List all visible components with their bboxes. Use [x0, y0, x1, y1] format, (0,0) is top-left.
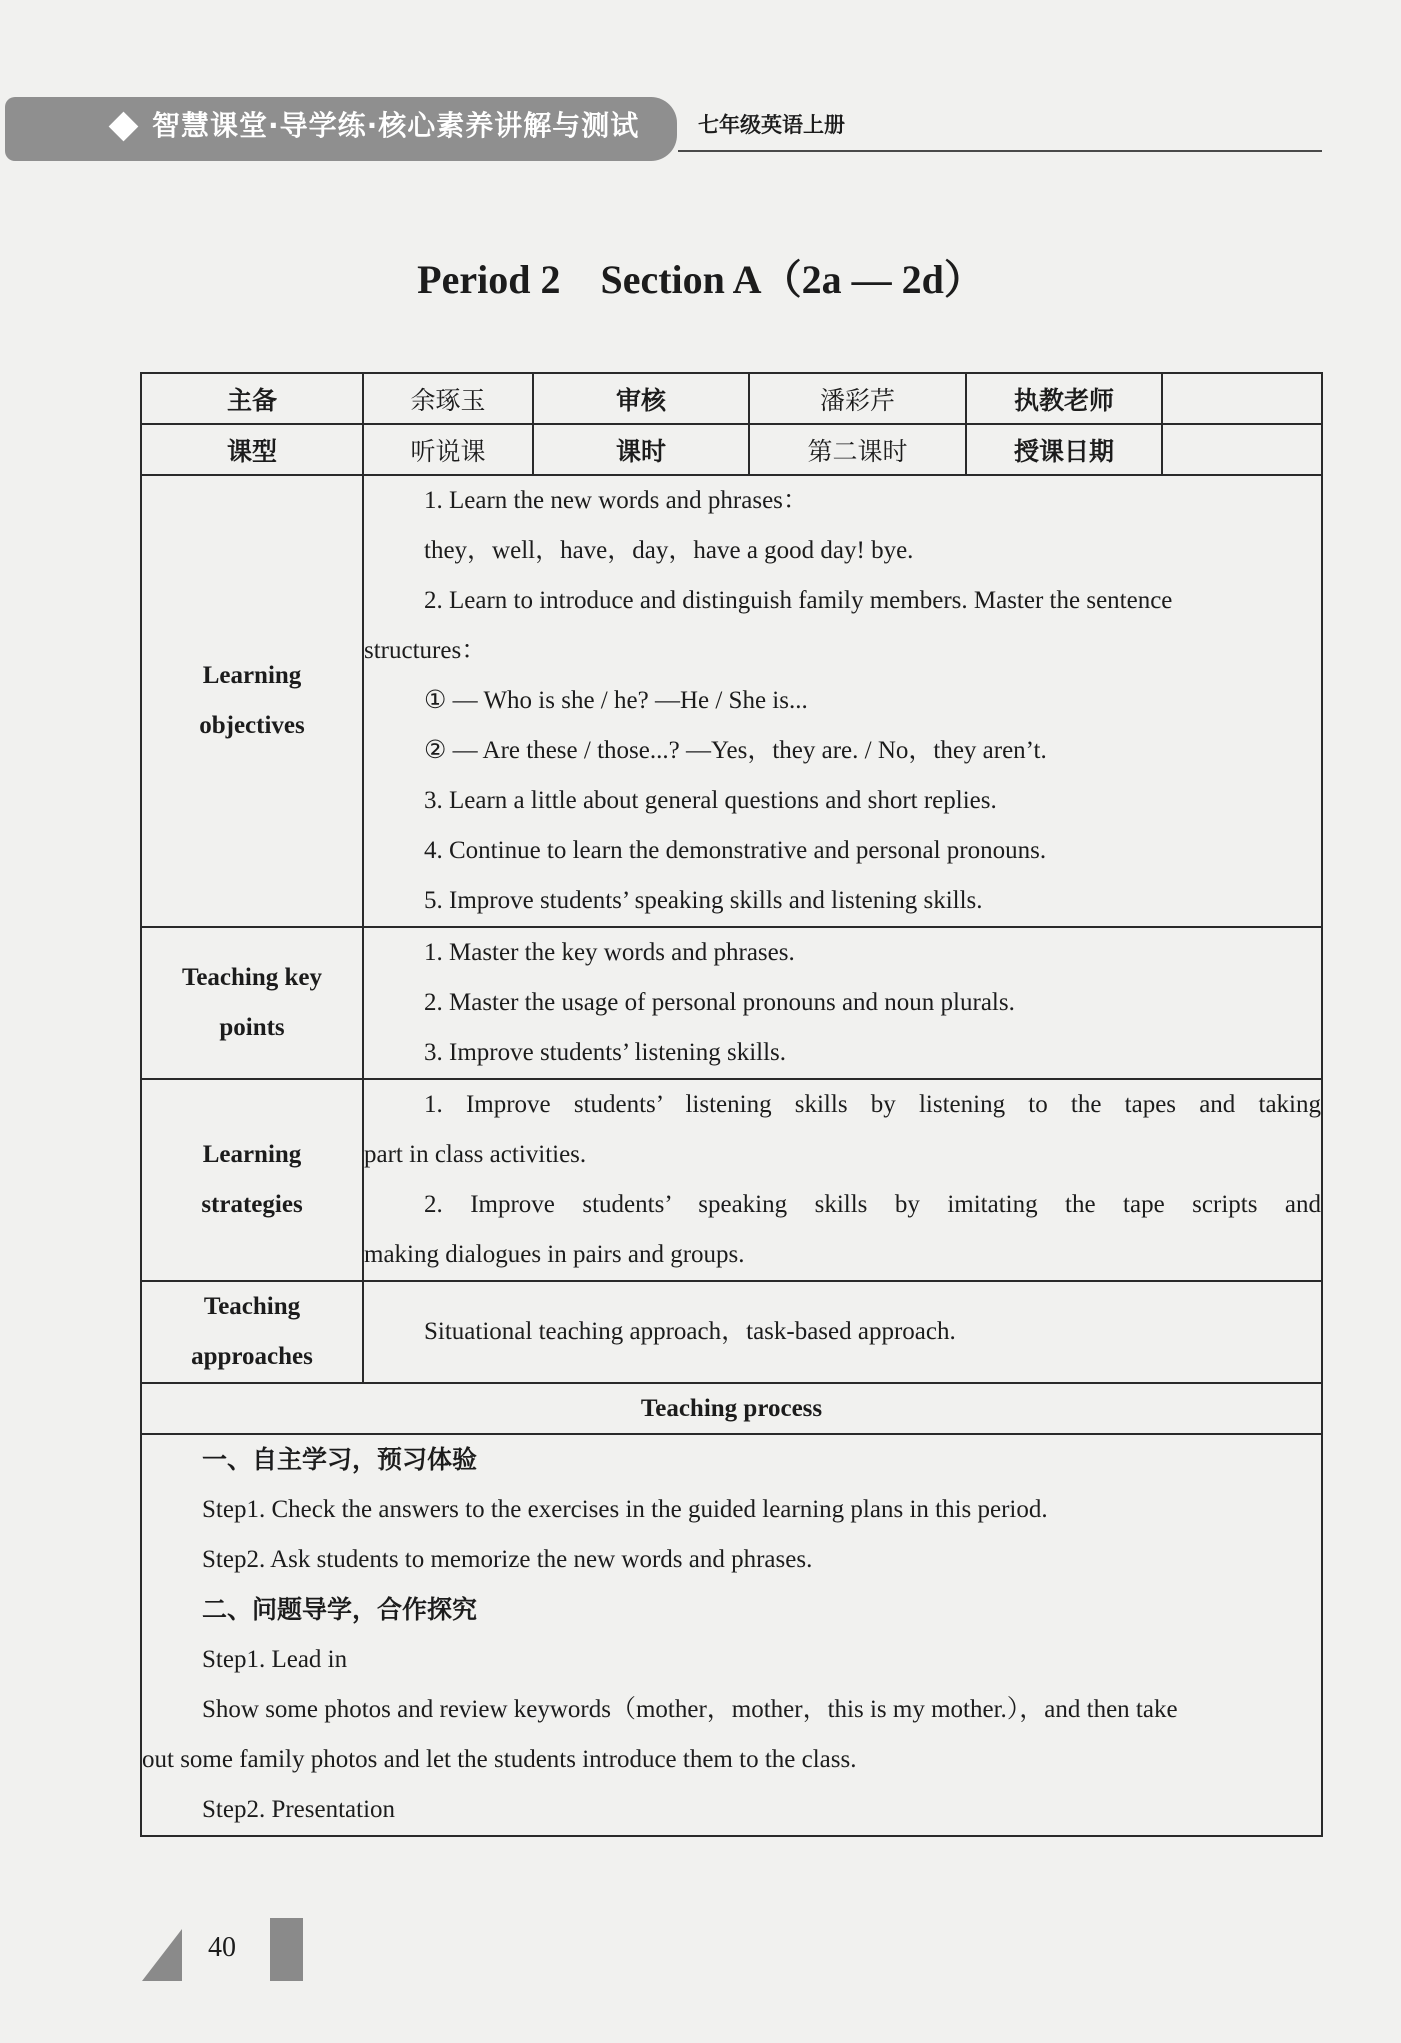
objective-line: 4. Continue to learn the demonstrative and personal pronouns. [424, 837, 1047, 864]
section2-paragraph-line: out some family photos and let the students introduce them to the class. [142, 1746, 857, 1773]
objectives-row [141, 475, 1322, 927]
objectives-label [141, 475, 363, 927]
strategy-line: 2. Improve students’ speaking skills by imitating the tape scripts and [424, 1191, 1321, 1218]
strategy-line: making dialogues in pairs and groups. [364, 1241, 745, 1268]
date-value [1162, 424, 1322, 475]
reviewer-label: 审核 [533, 373, 749, 424]
section2-step2: Step2. Presentation [202, 1796, 396, 1823]
preparer-value: 余琢玉 [363, 373, 533, 424]
strategies-label-line2: strategies [201, 1191, 303, 1218]
type-value: 听说课 [363, 424, 533, 475]
process-body [141, 1434, 1322, 1836]
approaches-label-line1: Teaching [203, 1293, 301, 1320]
key-point-line: 2. Master the usage of personal pronouns and noun plurals. [424, 989, 1015, 1016]
objective-line: they，well，have，day，have a good day! bye. [424, 537, 914, 564]
strategy-line: part in class activities. [364, 1141, 587, 1168]
approaches-label [141, 1281, 363, 1383]
strategies-label [141, 1079, 363, 1281]
objective-line: 5. Improve students’ speaking skills and listening skills. [424, 887, 983, 914]
section2-heading: 二、问题导学，合作探究 [202, 1595, 478, 1624]
approaches-label-line2: approaches [191, 1343, 313, 1370]
key-points-label-line1: Teaching key [181, 964, 323, 991]
hour-label: 课时 [533, 424, 749, 475]
objectives-label-line2: objectives [199, 712, 305, 739]
header-rule [678, 150, 1322, 152]
objective-line: 1. Learn the new words and phrases： [424, 487, 808, 514]
section2-step1: Step1. Lead in [202, 1646, 348, 1673]
key-points-content [363, 927, 1322, 1079]
process-body-row [141, 1434, 1322, 1836]
key-points-row [141, 927, 1322, 1079]
approaches-text: Situational teaching approach，task-based approach. [424, 1318, 956, 1345]
objective-line: ① — Who is she / he? —He / She is... [424, 687, 808, 714]
objectives-label-line1: Learning [202, 662, 302, 689]
date-label: 授课日期 [966, 424, 1162, 475]
section1-heading: 一、自主学习，预习体验 [202, 1445, 478, 1474]
process-title-row [141, 1383, 1322, 1434]
section2-paragraph-line: Show some photos and review keywords（mother，mother，this is my mother.），and then take [202, 1696, 1178, 1723]
objective-line: 3. Learn a little about general questions and short replies. [424, 787, 997, 814]
strategy-line: 1. Improve students’ listening skills by listening to the tapes and taking [424, 1091, 1321, 1118]
objective-line: structures： [364, 637, 487, 664]
approaches-content [363, 1281, 1322, 1383]
lesson-title: Period 2 Section A（2a — 2d） [417, 257, 984, 302]
strategies-row [141, 1079, 1322, 1281]
objective-line: ② — Are these / those...? —Yes，they are. / No，they aren’t. [424, 737, 1047, 764]
reviewer-value: 潘彩芹 [749, 373, 966, 424]
page-corner-triangle [142, 1929, 182, 1981]
hour-value: 第二课时 [749, 424, 966, 475]
page-corner-bar [270, 1918, 303, 1981]
section1-step: Step2. Ask students to memorize the new words and phrases. [202, 1546, 813, 1573]
info-row-1 [141, 373, 1322, 424]
teacher-value [1162, 373, 1322, 424]
key-points-label-line2: points [219, 1014, 285, 1041]
page-number: 40 [208, 1932, 236, 1963]
key-point-line: 3. Improve students’ listening skills. [424, 1039, 787, 1066]
key-points-label [141, 927, 363, 1079]
key-point-line: 1. Master the key words and phrases. [424, 939, 795, 966]
type-label: 课型 [141, 424, 363, 475]
strategies-label-line1: Learning [202, 1141, 302, 1168]
lesson-plan-table [140, 372, 1323, 1837]
book-title: 七年级英语上册 [698, 113, 845, 137]
process-title: Teaching process [141, 1383, 1322, 1434]
objectives-content [363, 475, 1322, 927]
objective-line: 2. Learn to introduce and distinguish family members. Master the sentence [424, 587, 1173, 614]
preparer-label: 主备 [141, 373, 363, 424]
series-title: 智慧课堂·导学练·核心素养讲解与测试 [152, 109, 640, 142]
strategies-content [363, 1079, 1322, 1281]
info-row-2 [141, 424, 1322, 475]
section1-step: Step1. Check the answers to the exercises in the guided learning plans in this period. [202, 1496, 1048, 1523]
teacher-label: 执教老师 [966, 373, 1162, 424]
approaches-row [141, 1281, 1322, 1383]
